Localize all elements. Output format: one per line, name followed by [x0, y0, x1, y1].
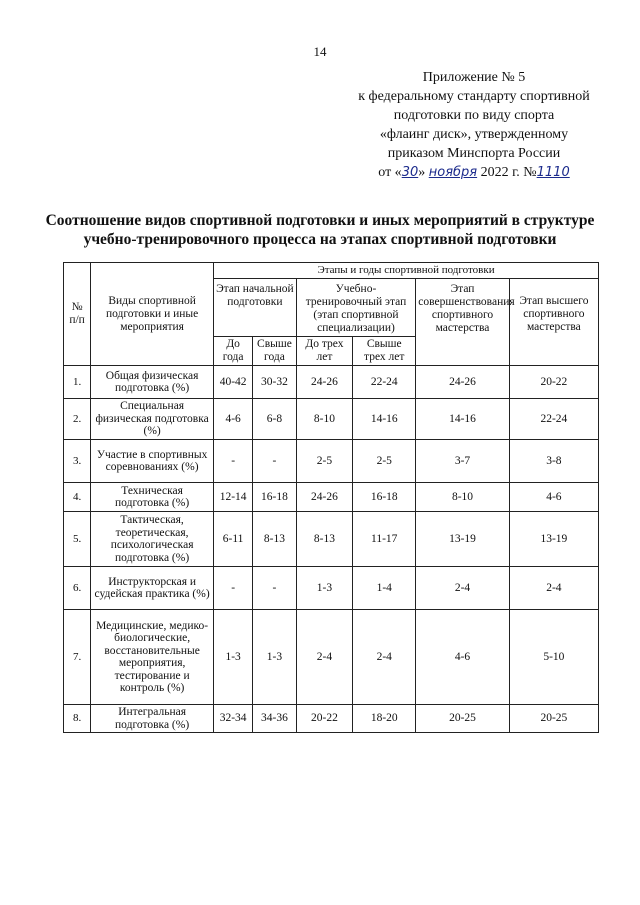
- handwritten-day: 30: [401, 165, 419, 180]
- cell-improvement: 3-7: [416, 440, 510, 483]
- table-row: [64, 705, 599, 733]
- row-name: Техническая подготовка (%): [91, 483, 214, 512]
- handwritten-order-number: 1110: [536, 165, 570, 180]
- cell-over-year: -: [253, 440, 296, 483]
- cell-over-three: 2-4: [353, 610, 416, 705]
- header-stage-improvement: Этап совершенствования спортивного мастерства: [416, 279, 510, 366]
- cell-over-year: 8-13: [253, 512, 296, 567]
- cell-improvement: 20-25: [416, 705, 510, 733]
- header-num: № п/п: [64, 263, 91, 366]
- cell-up-to-year: -: [214, 567, 253, 610]
- header-stage-training: Учебно-тренировочный этап (этап спортивной специализации): [296, 279, 416, 337]
- header-stages-years: Этапы и годы спортивной подготовки: [214, 263, 599, 279]
- cell-highest: 13-19: [509, 512, 598, 567]
- appendix-line: к федеральному стандарту спортивной: [358, 89, 590, 104]
- cell-up-to-three: 8-13: [296, 512, 353, 567]
- cell-over-three: 16-18: [353, 483, 416, 512]
- header-over-year: Свыше года: [253, 337, 296, 366]
- header-over-three: Свыше трех лет: [353, 337, 416, 366]
- cell-over-three: 14-16: [353, 399, 416, 440]
- row-number: 3.: [64, 440, 91, 483]
- cell-up-to-three: 2-4: [296, 610, 353, 705]
- cell-improvement: 8-10: [416, 483, 510, 512]
- header-up-to-three: До трех лет: [296, 337, 353, 366]
- row-number: 8.: [64, 705, 91, 733]
- cell-over-year: 1-3: [253, 610, 296, 705]
- table-row: [64, 440, 599, 483]
- cell-up-to-year: 12-14: [214, 483, 253, 512]
- table-row: [64, 512, 599, 567]
- row-number: 6.: [64, 567, 91, 610]
- cell-up-to-year: 4-6: [214, 399, 253, 440]
- document-title: [40, 211, 600, 249]
- row-name: Интегральная подготовка (%): [91, 705, 214, 733]
- header-stage-highest: Этап высшего спортивного мастерства: [509, 279, 598, 366]
- date-mid: »: [418, 165, 429, 180]
- cell-up-to-three: 24-26: [296, 483, 353, 512]
- appendix-block: [344, 68, 604, 182]
- table-row: [64, 610, 599, 705]
- cell-up-to-year: -: [214, 440, 253, 483]
- cell-improvement: 14-16: [416, 399, 510, 440]
- header-types: Виды спортивной подготовки и иные мероприятия: [91, 263, 214, 366]
- row-number: 5.: [64, 512, 91, 567]
- cell-improvement: 13-19: [416, 512, 510, 567]
- cell-highest: 20-25: [509, 705, 598, 733]
- row-name: Инструкторская и судейская практика (%): [91, 567, 214, 610]
- cell-highest: 5-10: [509, 610, 598, 705]
- table-row: [64, 366, 599, 399]
- date-year: 2022 г. №: [477, 165, 537, 180]
- appendix-line: подготовки по виду спорта: [393, 108, 555, 123]
- header-up-to-year: До года: [214, 337, 253, 366]
- cell-over-three: 11-17: [353, 512, 416, 567]
- row-name: Специальная физическая подготовка (%): [91, 399, 214, 440]
- cell-up-to-year: 32-34: [214, 705, 253, 733]
- cell-over-year: 6-8: [253, 399, 296, 440]
- cell-over-three: 22-24: [353, 366, 416, 399]
- cell-highest: 3-8: [509, 440, 598, 483]
- row-name: Общая физическая подготовка (%): [91, 366, 214, 399]
- row-number: 2.: [64, 399, 91, 440]
- cell-highest: 4-6: [509, 483, 598, 512]
- row-name: Участие в спортивных соревнованиях (%): [91, 440, 214, 483]
- cell-over-three: 1-4: [353, 567, 416, 610]
- row-number: 1.: [64, 366, 91, 399]
- cell-up-to-three: 8-10: [296, 399, 353, 440]
- cell-over-year: 30-32: [253, 366, 296, 399]
- cell-up-to-three: 24-26: [296, 366, 353, 399]
- cell-over-year: -: [253, 567, 296, 610]
- title-line: Соотношение видов спортивной подготовки и иных мероприятий в структуре: [45, 212, 595, 229]
- cell-over-year: 34-36: [253, 705, 296, 733]
- cell-improvement: 2-4: [416, 567, 510, 610]
- table-row: [64, 483, 599, 512]
- cell-up-to-three: 20-22: [296, 705, 353, 733]
- cell-improvement: 24-26: [416, 366, 510, 399]
- cell-improvement: 4-6: [416, 610, 510, 705]
- table-row: [64, 399, 599, 440]
- header-stage-initial: Этап начальной подготовки: [214, 279, 297, 337]
- training-ratio-table: [63, 262, 599, 733]
- handwritten-month: ноября: [428, 165, 478, 180]
- cell-over-three: 18-20: [353, 705, 416, 733]
- cell-highest: 22-24: [509, 399, 598, 440]
- cell-up-to-year: 1-3: [214, 610, 253, 705]
- row-name: Тактическая, теоретическая, психологическая подготовка (%): [91, 512, 214, 567]
- date-prefix: от «: [378, 165, 402, 180]
- appendix-line: «флаинг диск», утвержденному: [379, 127, 569, 142]
- cell-up-to-three: 2-5: [296, 440, 353, 483]
- cell-up-to-year: 40-42: [214, 366, 253, 399]
- cell-highest: 20-22: [509, 366, 598, 399]
- appendix-line: приказом Минспорта России: [387, 146, 561, 161]
- table-row: [64, 567, 599, 610]
- cell-up-to-three: 1-3: [296, 567, 353, 610]
- title-line: учебно-тренировочного процесса на этапах спортивной подготовки: [83, 231, 557, 248]
- cell-up-to-year: 6-11: [214, 512, 253, 567]
- order-date-line: [344, 163, 604, 182]
- appendix-line: Приложение № 5: [422, 70, 526, 85]
- cell-over-year: 16-18: [253, 483, 296, 512]
- row-number: 7.: [64, 610, 91, 705]
- row-number: 4.: [64, 483, 91, 512]
- row-name: Медицинские, медико-биологические, восстановительные мероприятия, тестирование и контроль (%): [91, 610, 214, 705]
- page-number: 14: [313, 44, 327, 59]
- cell-over-three: 2-5: [353, 440, 416, 483]
- cell-highest: 2-4: [509, 567, 598, 610]
